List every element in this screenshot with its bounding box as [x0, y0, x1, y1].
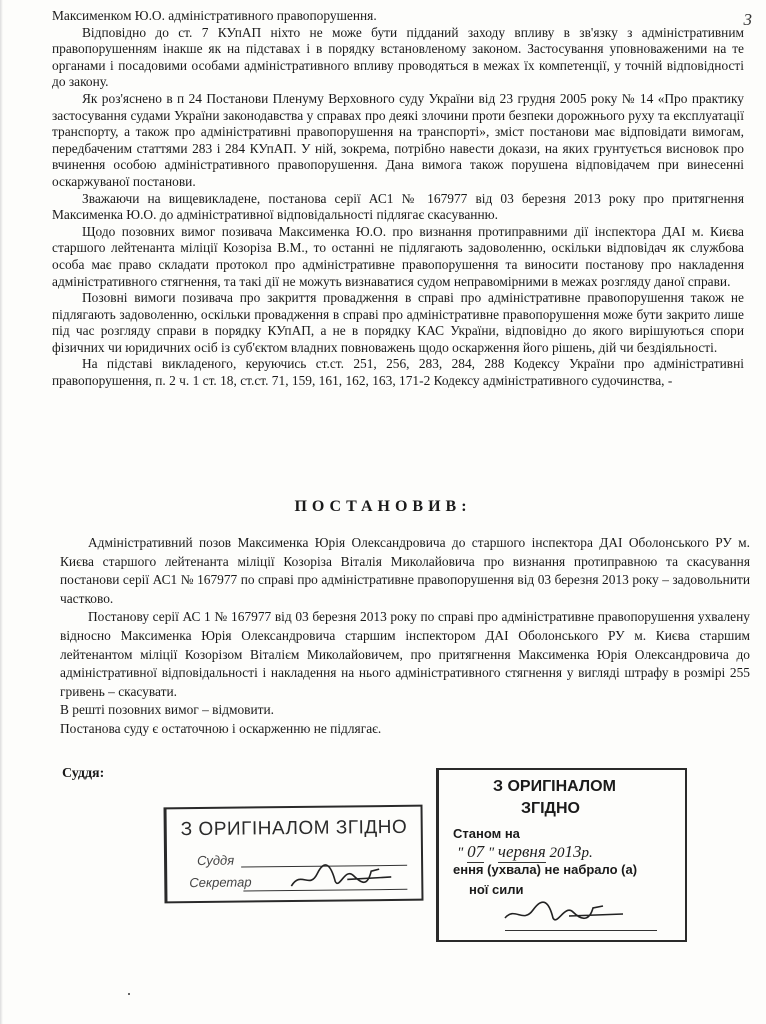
paragraph-2: Відповідно до ст. 7 КУпАП ніхто не може бути підданий заходу впливу в зв'язку з адміністративним правопорушенням інакше як на підставах і в порядку встановленому законом. Застосування уповноваженими на те органами і посадовими особами адміністративного впливу проводяться в межах їх компетенції, у точній відповідності до закону. — [52, 24, 744, 90]
body-text — [52, 8, 744, 390]
stamp-right-status-1: ення (ухвала) не набрало (а) — [453, 862, 638, 877]
paragraph-5: Щодо позовних вимог позивача Максименка Ю.О. про визнання протиправними дії інспектора ДАІ м. Києва старшого лейтенанта міліції Козоріза В.М., то останні не підлягають задоволенню, оскільки відповідач як службова особа має право складати протокол про адміністративне правопорушення та виносити постанову про накладення адміністративного стягнення, та такі дії не можуть визнаватися судом неправомірними в межах розгляду даної справи. — [52, 223, 744, 289]
paragraph-1: Максименком Ю.О. адміністративного правопорушення. — [52, 8, 377, 23]
paragraph-4: Зважаючи на вищевикладене, постанова серії АС1 № 167977 від 03 березня 2013 року про притягнення Максименка Ю.О. до адміністративної відповідальності підлягає скасуванню. — [52, 190, 744, 223]
resolution-text — [60, 534, 750, 739]
paragraph-6: Позовні вимоги позивача про закриття провадження в справі про адміністративне правопорушення також не підлягають задоволенню, оскільки провадження в справі про адміністративне правопорушення може бути закрито лише під час розгляду справи в порядку КУпАП, а не в порядку КАС України, відповідно до якого вирішуються спори фізичних чи юридичних осіб із суб'єктом владних повноважень щодо оскарження його рішень, дій чи бездіяльності. — [52, 290, 744, 355]
stamp-left-secretary-label: Секретар — [189, 874, 252, 891]
stamp-left-judge-label: Суддя — [196, 852, 235, 869]
date-day: 07 — [467, 842, 485, 861]
resolution-item-2: Постанову серії АС 1 № 167977 від 03 березня 2013 року по справі про адміністративне правопорушення ухвалену відносно Максименка Юрія Олександровича старшим інспектором ДАІ Оболонського РУ м. Києва старшим лейтенантом міліції Козорізом Віталієм Миколайовичем, про притягнення Максименка Юрія Олександровича до адміністративної відповідальності і накладення на нього адміністративного стягнення у вигляді штрафу в розмірі 255 гривень – скасувати. — [60, 609, 750, 699]
date-open-quote: " — [457, 845, 464, 861]
resolution-item-4: Постанова суду є остаточною і оскарженню не підлягає. — [60, 720, 382, 736]
date-month: червня — [497, 842, 546, 861]
signature-icon — [287, 859, 397, 896]
signature-icon — [499, 894, 629, 930]
resolution-item-3: В решті позовних вимог – відмовити. — [60, 702, 275, 718]
stamp-right-as-of: Станом на — [453, 826, 520, 841]
scan-speck — [128, 993, 130, 995]
stamp-right-title-1: З ОРИГІНАЛОМ — [493, 778, 616, 795]
stamp-right-signature-line — [505, 930, 657, 931]
paragraph-7: На підставі викладеного, керуючись ст.ст. 251, 256, 283, 284, 288 Кодексу України про адміністративні правопорушення, п. 2 ч. 1 ст. 18, ст.ст. 71, 159, 161, 162, 163, 171-2 Кодексу адміністративного судочинства, - — [52, 356, 744, 389]
date-suffix: р. — [581, 845, 593, 861]
stamp-right-title-2: ЗГІДНО — [521, 800, 580, 817]
stamp-left-title: З ОРИГІНАЛОМ ЗГІДНО — [180, 816, 408, 841]
certification-stamp-left — [164, 805, 424, 904]
paragraph-3: Як роз'яснено в п 24 Постанови Пленуму Верховного суду України від 23 грудня 2005 року № 14 «Про практику застосування судами України законодавства у справах про деякі злочини проти безпеки дорожнього руху та експлуатації транспорту, а також про адміністративні правопорушення на транспорті», зміст постанови має відповідати вимогам, передбаченим статтями 283 і 284 КУпАП. У ній, зокрема, потрібно навести докази, на яких грунтується висновок про вчинення особою адміністративного правопорушення. Дана вимога також порушена відповідачем при винесенні оскаржуваної постанови. — [52, 90, 744, 189]
stamp-right-status-2: ної сили — [469, 882, 524, 897]
date-year-prefix: 20 — [549, 845, 565, 861]
resolution-heading: ПОСТАНОВИВ: — [294, 498, 472, 515]
date-year-suffix: 13 — [564, 842, 582, 861]
certification-stamp-right — [436, 768, 687, 942]
date-close-quote: " — [487, 845, 495, 861]
resolution-item-1: Адміністративний позов Максименка Юрія Олександровича до старшого інспектора ДАІ Оболонського РУ м. Києва старшого лейтенанта міліції Козоріза Віталія Миколайовича про визнання протиправною та скасування постанови серії АС1 № 167977 по справі про адміністративне правопорушення від 03 березня 2013 року – задовольнити частково. — [60, 535, 750, 606]
stamp-right-date — [457, 842, 593, 863]
page-number: 3 — [743, 10, 752, 29]
judge-label: Суддя: — [62, 766, 105, 781]
